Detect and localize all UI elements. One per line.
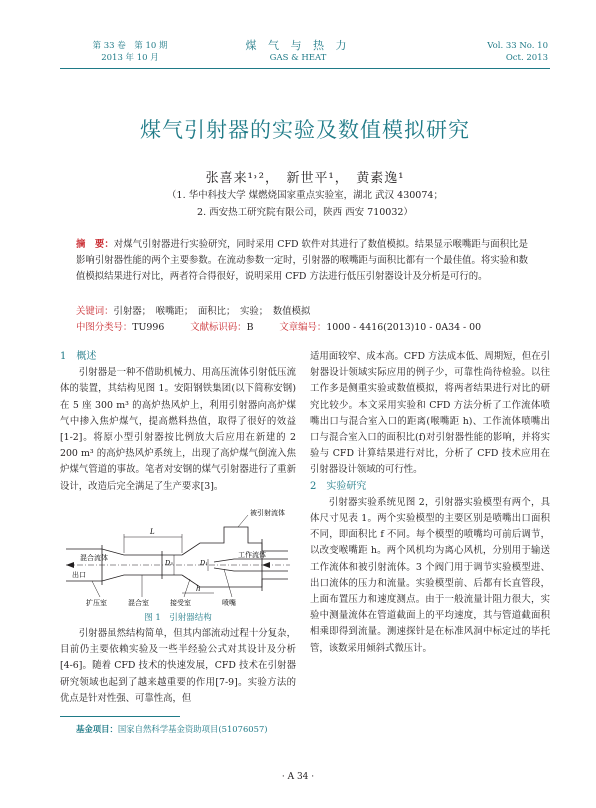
label-working-fluid: 工作流体	[238, 551, 266, 559]
ejector-diagram	[62, 507, 294, 609]
label-diffuser: 扩压室	[86, 599, 107, 607]
abstract-text: 对煤气引射器进行实验研究，同时采用 CFD 软件对其进行了数值模拟。结果显示喉嘴距与面积比是影响引射器性能的两个主要参数。在流动参数一定时，引射器的喉嘴距与面积比都有一个最佳值。将实验和数值模拟结果进行对比，两者符合得很好，说明采用 CFD 方法进行低压引射器设计及分析是可行的。	[76, 239, 528, 282]
paper-title: 煤气引射器的实验及数值模拟研究	[140, 118, 470, 142]
abstract-label: 摘 要：	[76, 239, 114, 250]
clc-label: 中图分类号：	[76, 322, 133, 333]
right-paragraph-continued: 适用面较窄、成本高。CFD 方法成本低、周期短，但在引射器设计领域实际应用的例子少，可靠性尚待检验。以往工作多是侧重实验或数值模拟，将两者结果进行对比的研究比较少。本文采用实验和 CFD 方法分析了工作流体喷嘴出口与混合室入口的距离(喉嘴距 h)、工作流体喷嘴出口与混合室入口的面积比(f)对引射器性能的影响，并将实验与 CFD 计算结果进行对比，分析了 CFD 技术应用在引射器设计领域的可行性。	[310, 351, 550, 476]
date-en-line: Oct. 2013	[505, 53, 548, 63]
abstract	[76, 237, 528, 284]
keywords-text: 引射器； 喉嘴距； 面积比； 实验； 数值模拟	[113, 306, 311, 317]
article-number-value: 1000 - 4416(2013)10 - 0A34 - 00	[326, 322, 482, 333]
label-mixing-chamber: 混合室	[128, 599, 149, 607]
header-rule	[60, 68, 550, 69]
affiliation-1: （1. 华中科技大学 煤燃烧国家重点实验室，湖北 武汉 430074；	[167, 190, 443, 201]
journal-name	[218, 40, 378, 64]
label-nozzle: 喷嘴	[222, 599, 236, 607]
doc-code-value: B	[246, 322, 254, 333]
affiliation-2: 2. 西安热工研究院有限公司，陕西 西安 710032）	[197, 207, 413, 218]
section-2-paragraph: 引射器实验系统见图 2，引射器实验模型有两个，具体尺寸见表 1。两个实验模型的主要区别是喷嘴出口面积不同，即面积比 f 不同。每个模型的喷嘴均可前后调节，以改变喉嘴距 h。两个风机均为离心风机，分别用于输送工作流体和被引射流体。3 个阀门用于调节实验模型进、出口流体的压力和流量。实验模型前、后都有长直管段，上面布置压力和速度测点。由于一般流量计阻力很大，实验中测量流体在管道截面上的平均速度，其与管道截面积相乘即得到流量。测速探针是在标准风洞中标定过的毕托管，该数采用倾斜式微压计。	[310, 496, 550, 654]
label-suction-chamber: 接受室	[170, 599, 191, 607]
label-L: L	[150, 528, 155, 536]
right-column	[310, 349, 550, 657]
page-number: · A 34 ·	[281, 772, 315, 782]
left-column-top	[60, 349, 296, 495]
clc-value: TU996	[132, 322, 165, 333]
date-line: 2013 年 10 月	[101, 53, 159, 63]
section-1-paragraph-1: 引射器是一种不借助机械力、用高压流体引射低压流体的装置，其结构见图 1。安阳钢铁集团(以下简称安钢)在 5 座 300 m³ 的高炉热风炉上，利用引射器向高炉煤气中掺入焦炉煤气，提高燃料热值，取得了很好的效益[1-2]。将原小型引射器按比例放大后应用在新建的 2 200 m³ 的高炉热风炉系统上，出现了高炉煤气倒流入焦炉煤气管道的事故。笔者对安钢的煤气引射器进行了重新设计，改造后完全满足了生产要求[3]。	[60, 367, 296, 492]
label-D3: D₃	[165, 559, 173, 567]
label-outlet: 出口	[72, 571, 86, 579]
fund-text: 国家自然科学基金资助项目(51076057)	[117, 724, 268, 734]
journal-name-en: GAS & HEAT	[269, 53, 327, 63]
authors: 张喜来¹˒²， 新世平¹， 黄素逸¹	[205, 171, 405, 186]
figure-1-ejector-structure	[62, 507, 294, 609]
journal-name-cn: 煤 气 与 热 力	[245, 39, 351, 52]
volume-issue-line: 第 33 卷 第 10 期	[92, 41, 168, 51]
section-1-heading: 1 概述	[60, 351, 97, 362]
classification-line	[76, 320, 481, 335]
section-1-paragraph-2: 引射器虽然结构简单，但其内部流动过程十分复杂，目前仍主要依赖实验及一些半经验公式对其设计及分析[4-6]。随着 CFD 技术的快速发展，CFD 技术在引射器研究领域也起到了越来越重要的作用[7-9]。实验方法的优点是针对性强、可靠性高，但	[60, 628, 296, 704]
fund-note	[76, 723, 268, 735]
keywords	[76, 304, 310, 319]
volume-en-line: Vol. 33 No. 10	[487, 41, 548, 51]
footnote-rule	[60, 716, 180, 717]
section-2-heading: 2 实验研究	[310, 480, 367, 492]
fund-label: 基金项目：	[76, 724, 118, 734]
figure-1-caption: 图 1 引射器结构	[144, 613, 212, 623]
doc-code-label: 文献标识码：	[190, 322, 247, 333]
label-h: h	[196, 585, 201, 593]
label-mixed-fluid: 混合流体	[80, 554, 108, 562]
keywords-label: 关键词：	[76, 306, 114, 317]
journal-volume-en	[448, 40, 548, 64]
label-ejected-fluid: 被引射流体	[250, 509, 285, 517]
label-D1: D₁	[200, 559, 208, 567]
journal-volume-issue	[60, 40, 200, 64]
article-number-label: 文章编号：	[279, 322, 327, 333]
